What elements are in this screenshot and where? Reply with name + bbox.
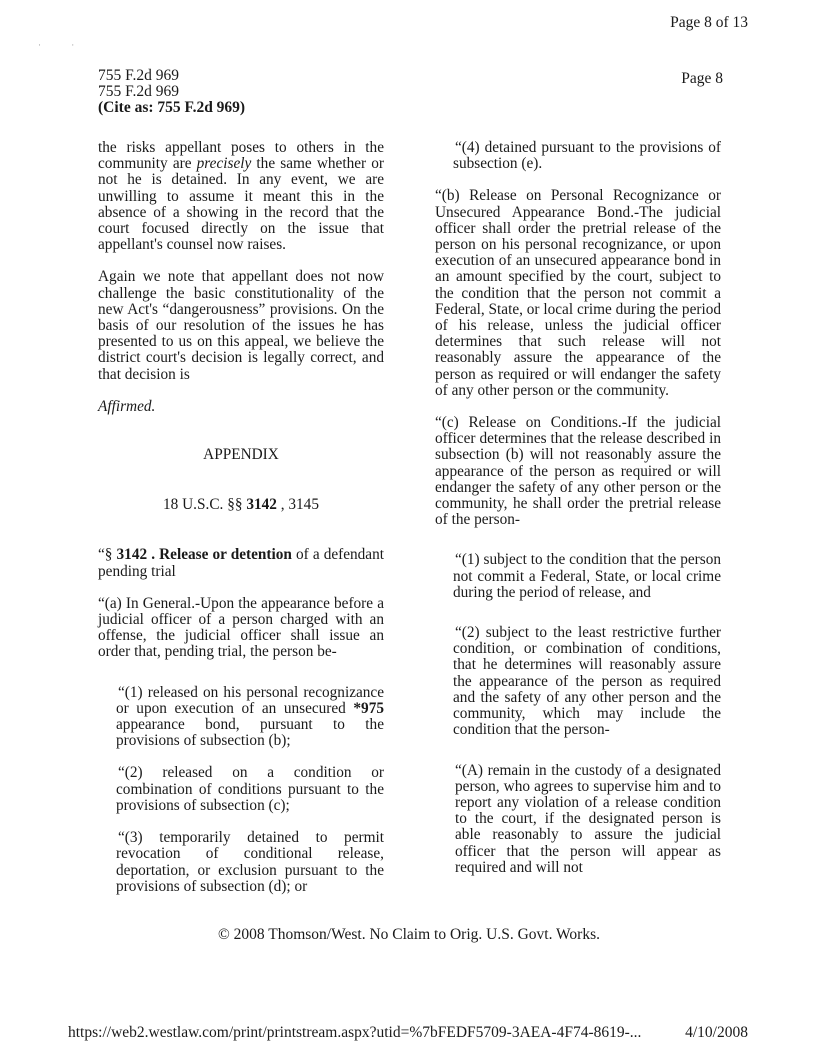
affirmed-text: Affirmed. [98, 397, 156, 415]
print-date: 4/10/2008 [685, 1024, 748, 1041]
subsection-a: “(a) In General.-Upon the appearance before a judicial officer of a person charged with an offense, the judicial officer shall issue an order that, pending trial, the person be- [98, 594, 384, 661]
subsection-a2: “(2) released on a condition or combination of conditions pursuant to the provisions of subsection (c); [116, 764, 384, 814]
right-column [435, 140, 721, 892]
left-column [98, 140, 384, 911]
citation-line-1: 755 F.2d 969 [98, 67, 180, 84]
cite-as-line: (Cite as: 755 F.2d 969) [98, 99, 246, 116]
copyright-footer: © 2008 Thomson/West. No Claim to Orig. U.S. Govt. Works. [217, 926, 600, 943]
appendix-heading: APPENDIX [203, 446, 279, 464]
subsection-c: “(c) Release on Conditions.-If the judicial officer determines that the release described in subsection (b) will not reasonably assure the appearance of the person as required or will endanger the safety of any other person or the community, he shall order the pretrial release of the person- [435, 414, 721, 529]
source-url[interactable]: https://web2.westlaw.com/print/printstream.aspx?utid=%7bFEDF5709-3AEA-4F74-8619-... [68, 1024, 642, 1041]
top-page-number: Page 8 of 13 [670, 14, 748, 31]
section-heading: “§ 3142 . Release or detention of a defendant pending trial [98, 546, 384, 580]
subsection-c2: “(2) subject to the least restrictive further condition, or combination of conditions, that he determines will reasonably assure the appearance of the person as required and the safety of any other person and the community, which may include the condition that the person- [453, 624, 721, 739]
paragraph: Again we note that appellant does not now challenge the basic constitutionality of the new Act's “dangerousness” provisions. On the basis of our resolution of the issues he has presented to us on this appeal, we believe the district court's decision is legally correct, and that decision is [98, 268, 384, 383]
usc-citation: 18 U.S.C. §§ 3142 , 3145 [163, 496, 319, 514]
subsection-a4: “(4) detained pursuant to the provisions of subsection (e). [453, 139, 721, 173]
citation-line-2: 755 F.2d 969 [98, 83, 180, 100]
subsection-c1: “(1) subject to the condition that the person not commit a Federal, State, or local crime during the period of release, and [453, 551, 721, 601]
emphasis: precisely [196, 155, 252, 173]
subsection-cA: “(A) remain in the custody of a designated person, who agrees to supervise him and to report any violation of a release condition to the court, if the designated person is able reasonably to assure the judicial officer that the person will appear as required and will not [455, 761, 721, 876]
subsection-a3: “(3) temporarily detained to permit revocation of conditional release, deportation, or exclusion pursuant to the provisions of subsection (d); or [116, 829, 384, 895]
subsection-a1: “(1) released on his personal recognizance or upon execution of an unsecured *975 appearance bond, pursuant to the provisions of subsection (b); [116, 683, 384, 750]
star-page-marker: *975 [353, 699, 384, 717]
paragraph: the risks appellant poses to others in the community are precisely the same whether or not he is detained. In any event, we are unwilling to assume it meant this in the absence of a showing in the record that the court focused directly on the issue that appellant's counsel now raises. [98, 139, 384, 254]
citation-header [98, 68, 245, 116]
scan-artifact: · · [38, 40, 89, 50]
page-number: Page 8 [681, 70, 723, 87]
subsection-b: “(b) Release on Personal Recognizance or Unsecured Appearance Bond.-The judicial officer shall order the pretrial release of the person on his personal recognizance, or upon execution of an unsecured appearance bond in an amount specified by the court, subject to the condition that the person not commit a Federal, State, or local crime during the period of his release, unless the judicial officer determines that such release will not reasonably assure the appearance of the person as required or will endanger the safety of any other person or the community. [435, 187, 721, 399]
